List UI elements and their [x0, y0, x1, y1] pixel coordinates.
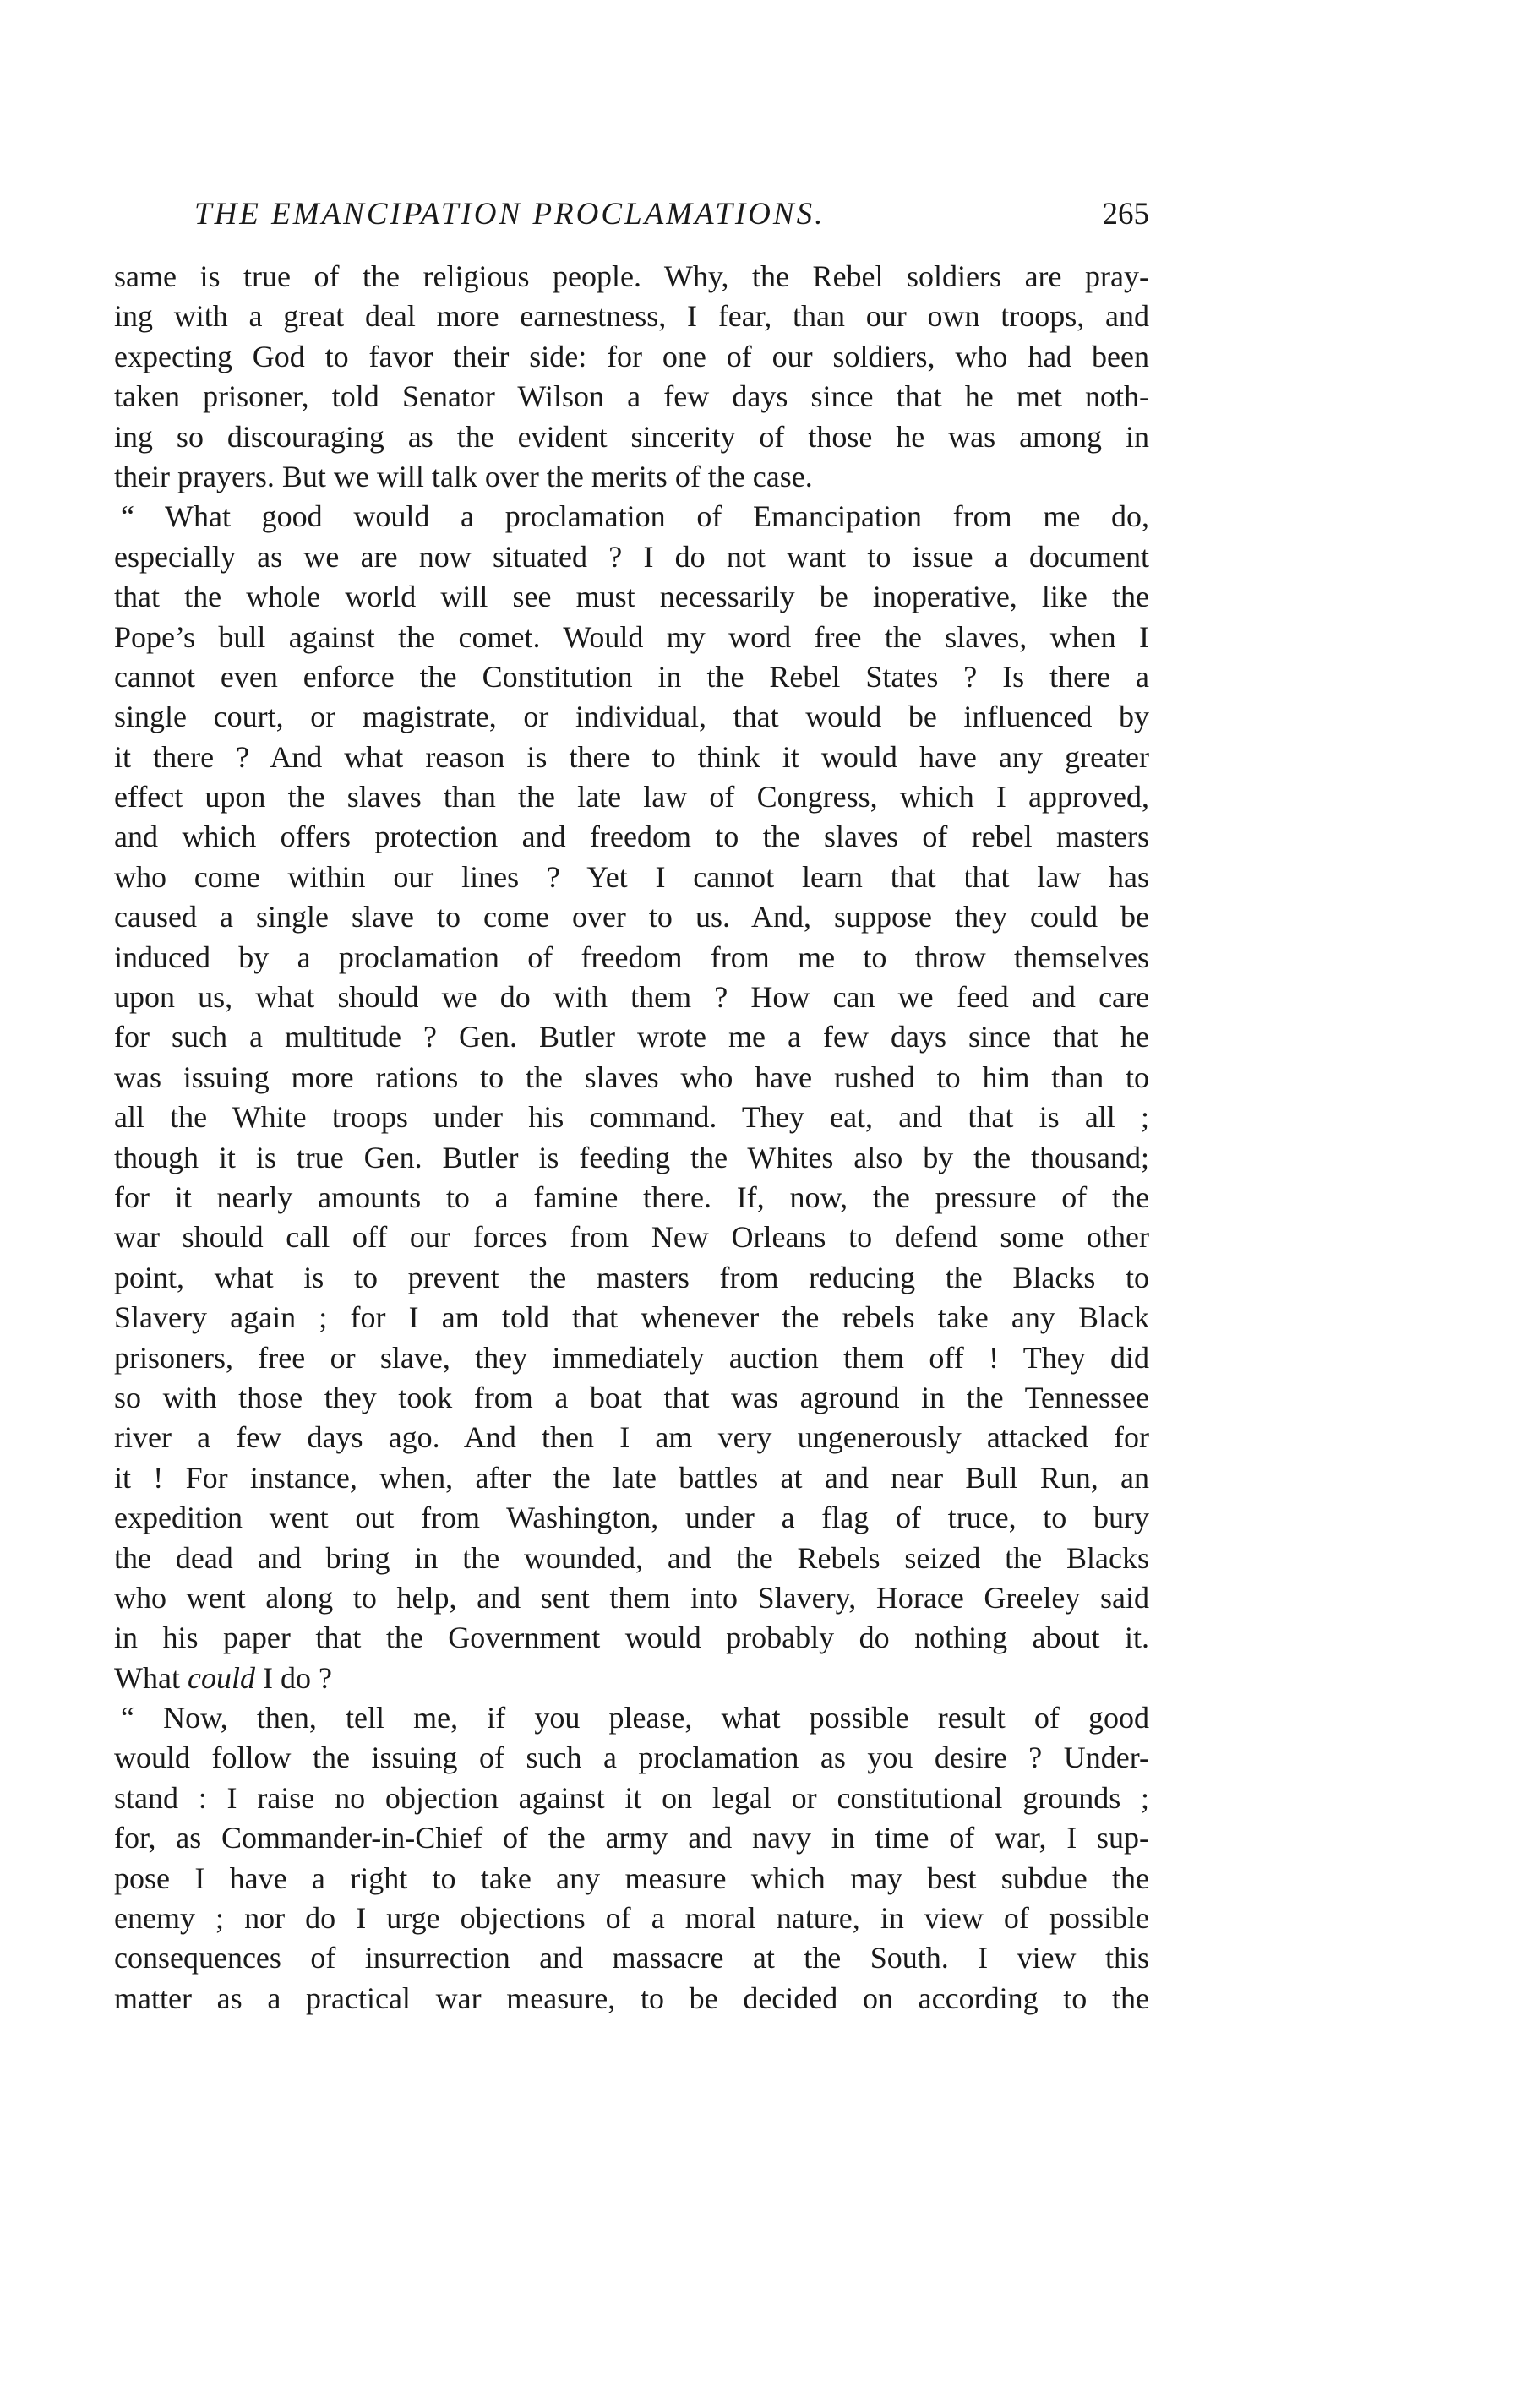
text-line: same is true of the religious people. Why, the Rebel soldiers are pray- — [114, 259, 1149, 293]
text-line: taken prisoner, told Senator Wilson a few days since that he met noth- — [114, 379, 1149, 414]
text-line: it there ? And what reason is there to think it would have any greater — [114, 739, 1149, 774]
text-line: who come within our lines ? Yet I cannot learn that that law has — [114, 859, 1149, 894]
text-line: for, as Commander-in-Chief of the army and navy in time of war, I sup- — [114, 1821, 1149, 1855]
text-line: though it is true Gen. Butler is feeding the Whites also by the thousand; — [114, 1140, 1149, 1174]
text-line: Slavery again ; for I am told that whenever the rebels take any Black — [114, 1300, 1149, 1335]
text-line: pose I have a right to take any measure which may best subdue the — [114, 1860, 1149, 1895]
text-line: matter as a practical war measure, to be decided on according to the — [114, 1980, 1149, 2015]
text-line: all the White troops under his command. They eat, and that is all ; — [114, 1100, 1149, 1135]
text-line: and which offers protection and freedom to the slaves of rebel masters — [114, 820, 1149, 854]
page-body-text — [114, 257, 1149, 2018]
text-line: ing with a great deal more earnestness, I fear, than our own troops, and — [114, 299, 1149, 334]
text-line: stand : I raise no objection against it on legal or constitutional grounds ; — [114, 1780, 1149, 1815]
text-line: consequences of insurrection and massacre at the South. I view this — [114, 1941, 1149, 1975]
text-line: for such a multitude ? Gen. Butler wrote me a few days since that he — [114, 1020, 1149, 1054]
text-line: induced by a proclamation of freedom from me to throw themselves — [114, 940, 1149, 974]
text-segment: I do ? — [254, 1660, 332, 1695]
text-line: single court, or magistrate, or individual, that would be influenced by — [114, 700, 1149, 734]
text-line: effect upon the slaves than the late law of Congress, which I approved, — [114, 780, 1149, 814]
text-line: the dead and bring in the wounded, and the Rebels seized the Blacks — [114, 1540, 1149, 1575]
text-line: prisoners, free or slave, they immediately auction them off ! They did — [114, 1340, 1149, 1375]
text-line: so with those they took from a boat that was aground in the Tennessee — [114, 1380, 1149, 1414]
text-line: “ Now, then, tell me, if you please, what possible result of good — [121, 1701, 1149, 1735]
text-line: for it nearly amounts to a famine there. If, now, the pressure of the — [114, 1179, 1149, 1214]
text-line — [114, 1659, 1149, 1698]
text-line: that the whole world will see must necessarily be inoperative, like the — [114, 580, 1149, 614]
text-line: who went along to help, and sent them into Slavery, Horace Greeley said — [114, 1580, 1149, 1615]
text-line: cannot even enforce the Constitution in the Rebel States ? Is there a — [114, 659, 1149, 694]
text-line: Pope’s bull against the comet. Would my word free the slaves, when I — [114, 619, 1149, 654]
text-line: was issuing more rations to the slaves who have rushed to him than to — [114, 1060, 1149, 1094]
text-line: would follow the issuing of such a proclamation as you desire ? Under- — [114, 1741, 1149, 1775]
text-line: expedition went out from Washington, under a flag of truce, to bury — [114, 1501, 1149, 1535]
text-line: it ! For instance, when, after the late battles at and near Bull Run, an — [114, 1460, 1149, 1495]
text-line: expecting God to favor their side: for one of our soldiers, who had been — [114, 339, 1149, 373]
running-title: THE EMANCIPATION PROCLAMATIONS. — [194, 197, 826, 232]
text-segment: What — [114, 1660, 188, 1695]
text-line: in his paper that the Government would probably do nothing about it. — [114, 1621, 1149, 1655]
text-line: upon us, what should we do with them ? How can we feed and care — [114, 980, 1149, 1015]
text-line: their prayers. But we will talk over the merits of the case. — [114, 459, 813, 493]
text-line: caused a single slave to come over to us. And, suppose they could be — [114, 900, 1149, 934]
text-line: “ What good would a proclamation of Emancipation from me do, — [121, 499, 1149, 534]
page-number: 265 — [1102, 197, 1149, 232]
text-line: war should call off our forces from New Orleans to defend some other — [114, 1220, 1149, 1255]
text-line: ing so discouraging as the evident sincerity of those he was among in — [114, 419, 1149, 454]
running-header — [194, 196, 1149, 238]
text-line: river a few days ago. And then I am very ungenerously attacked for — [114, 1420, 1149, 1455]
text-line: especially as we are now situated ? I do not want to issue a document — [114, 539, 1149, 574]
italic-emphasis: could — [187, 1660, 255, 1695]
text-line: point, what is to prevent the masters from reducing the Blacks to — [114, 1260, 1149, 1294]
text-line: enemy ; nor do I urge objections of a moral nature, in view of possible — [114, 1901, 1149, 1936]
